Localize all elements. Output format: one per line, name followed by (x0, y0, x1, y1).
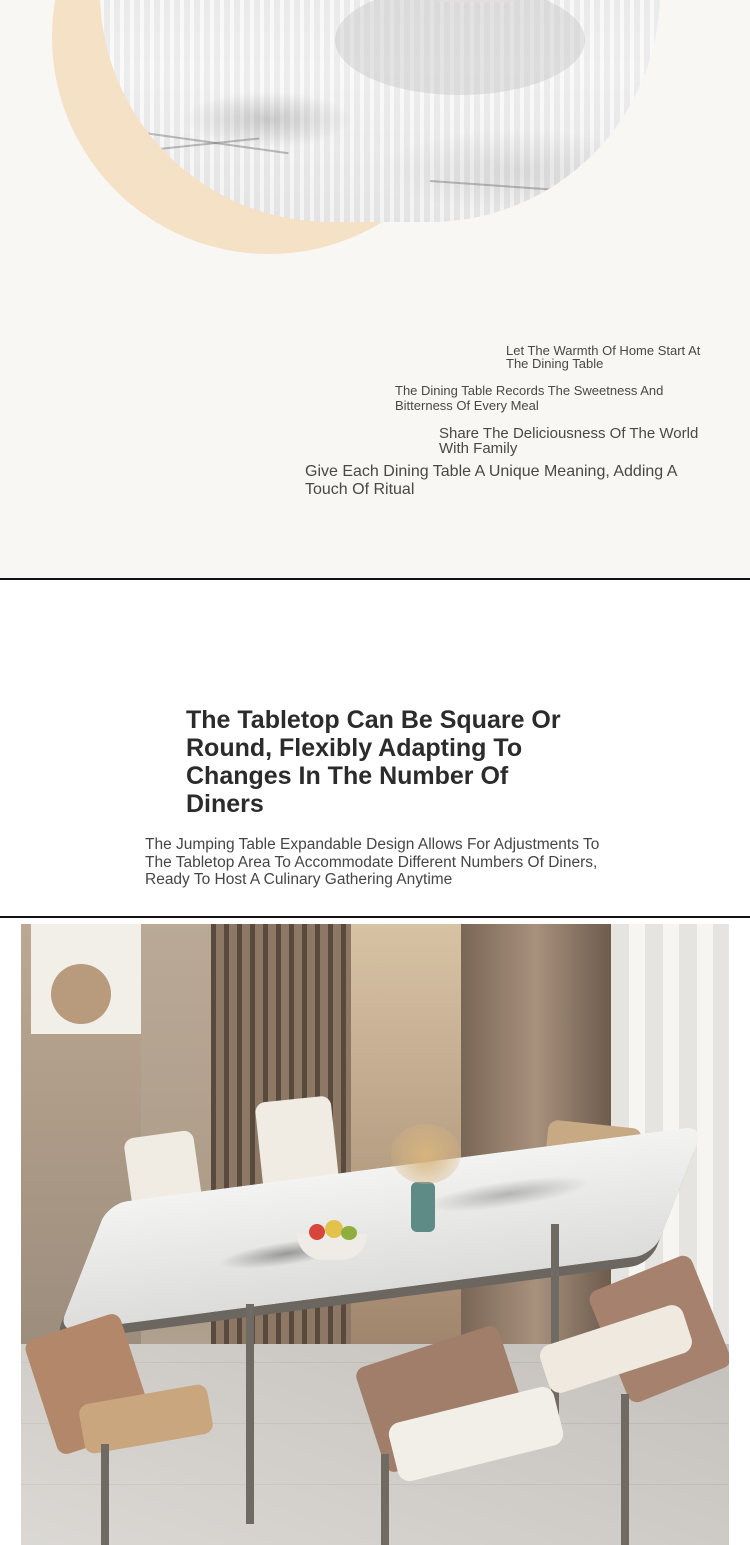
feature-section (0, 580, 750, 916)
section-divider (0, 916, 750, 918)
feature-title: The Tabletop Can Be Square Or Round, Flexibly Adapting To Changes In The Number Of Diners (186, 706, 561, 818)
feature-description: The Jumping Table Expandable Design Allows For Adjustments To The Tabletop Area To Accommodate Different Numbers Of Diners, Ready To Host A Culinary Gathering Anytime (145, 836, 600, 888)
hero-section (0, 0, 750, 578)
slogan-1: Let The Warmth Of Home Start At The Dining Table (506, 343, 701, 371)
slogan-2: The Dining Table Records The Sweetness And Bitterness Of Every Meal (395, 383, 664, 413)
slogan-3: Share The Deliciousness Of The World With Family (439, 425, 699, 457)
dining-room-image (21, 924, 729, 1545)
slogan-4: Give Each Dining Table A Unique Meaning, Adding A Touch Of Ritual (305, 463, 677, 498)
slogan-group (0, 0, 750, 578)
